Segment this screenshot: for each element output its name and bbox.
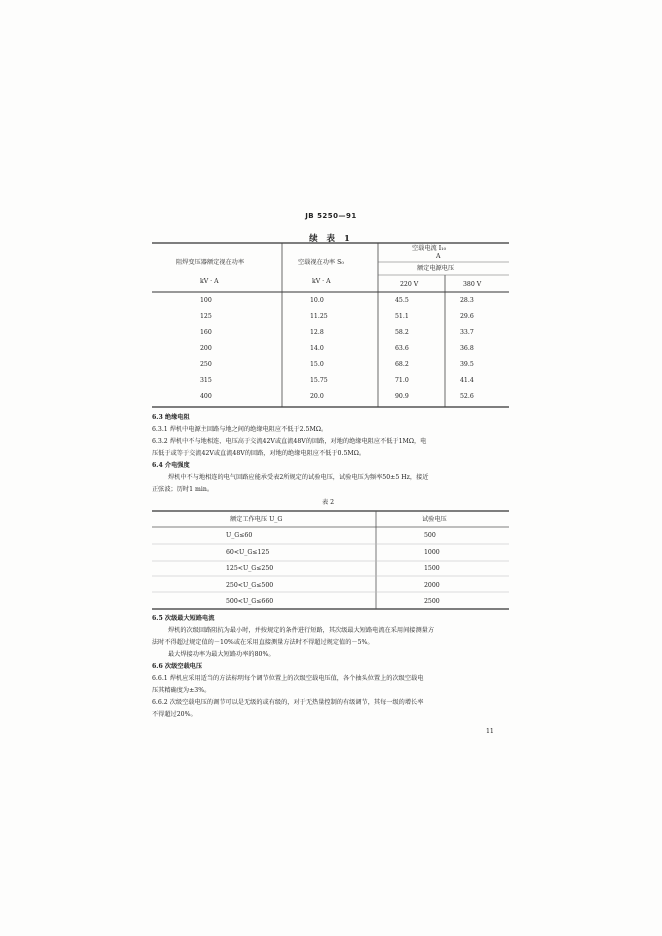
table2-cell-test: 1500 <box>424 565 440 572</box>
table2-cell-voltage: 500<U_G≤660 <box>226 598 274 605</box>
col3-unit: A <box>436 253 441 260</box>
table1-caption: 续 表 1 <box>309 234 353 244</box>
section-6-3: 6.3 绝缘电阻 <box>152 414 190 421</box>
table1-cell-rated-power: 400 <box>200 393 212 400</box>
para-6-5a: 焊机的次级回路阻抗为最小时，并按规定的条件进行短路，其次级最大短路电流在采用间接测量方 <box>168 627 435 634</box>
table1-cell-noload-power: 10.0 <box>310 297 324 304</box>
table1-cell-current-380: 33.7 <box>460 329 474 336</box>
table1-cell-current-380: 39.5 <box>460 361 474 368</box>
table1-cell-current-220: 63.6 <box>395 345 409 352</box>
table2-cell-test: 2500 <box>424 598 440 605</box>
para-6-5c: 最大焊接功率为最大短路功率的80%。 <box>168 651 275 658</box>
table2-cell-voltage: 60<U_G≤125 <box>226 548 270 556</box>
table1-cell-current-220: 71.0 <box>395 377 409 384</box>
col1-unit: kV · A <box>200 278 219 285</box>
table1-cell-noload-power: 15.0 <box>310 361 324 368</box>
table1-cell-current-220: 58.2 <box>395 329 409 336</box>
table2-cell-voltage: U_G≤60 <box>226 532 253 539</box>
col2-head: 空载视在功率 S₀ <box>298 259 344 266</box>
para-6-6-1a: 6.6.1 焊机应采用适当的方法标明每个调节位置上的次级空载电压值，各个抽头位置上的次级空载电 <box>152 675 424 682</box>
para-6-4a: 焊机中不与地相连的电气回路应能承受表2所规定的试验电压，试验电压为频率50±5 Hz，接近 <box>168 474 429 481</box>
table1-cell-rated-power: 200 <box>200 345 212 352</box>
col2-unit: kV · A <box>312 278 331 285</box>
table2-caption: 表 2 <box>322 499 335 506</box>
para-6-3-2b: 压低于或等于交流42V或直流48V的回路，对地的绝缘电阻应不低于0.5MΩ。 <box>152 450 366 457</box>
col3-head: 空载电流 I₁₀ <box>412 245 447 252</box>
table1-cell-current-380: 28.3 <box>460 297 474 304</box>
table1-cell-noload-power: 15.75 <box>310 377 328 384</box>
table1-cell-current-380: 41.4 <box>460 377 474 384</box>
para-6-6-1b: 压其精确度为±3%。 <box>152 687 211 694</box>
table1-cell-rated-power: 125 <box>200 313 212 320</box>
para-6-6-2a: 6.6.2 次级空载电压的调节可以是无级的或有级的，对于无热量控制的有级调节，其每一级的增长率 <box>152 699 424 706</box>
table2-head-test: 试验电压 <box>422 516 447 523</box>
table1-cell-current-380: 36.8 <box>460 345 474 352</box>
table2-cell-voltage: 250<U_G≤500 <box>226 581 274 589</box>
table2-head-voltage: 额定工作电压 U_G <box>230 516 283 523</box>
para-6-6-2b: 不得超过20%。 <box>152 711 197 718</box>
table1-cell-rated-power: 315 <box>200 377 212 384</box>
v220-head: 220 V <box>400 281 419 288</box>
table1-cell-rated-power: 250 <box>200 361 212 368</box>
table1-cell-current-220: 51.1 <box>395 313 409 320</box>
section-6-4: 6.4 介电强度 <box>152 462 190 469</box>
col3-sub: 额定电源电压 <box>417 265 455 272</box>
para-6-3-2a: 6.3.2 焊机中不与地相连、电压高于交流42V或直流48V的回路，对地的绝缘电阻应不低于1MΩ，电 <box>152 438 427 445</box>
table2-cell-test: 1000 <box>424 548 440 556</box>
para-6-3-1: 6.3.1 焊机中电源主回路与地之间的绝缘电阻应不低于2.5MΩ。 <box>152 426 328 433</box>
table1-cell-rated-power: 100 <box>200 297 212 304</box>
table1-cell-current-380: 52.6 <box>460 393 474 400</box>
section-6-5: 6.5 次级最大短路电流 <box>152 615 215 622</box>
table2-cell-test: 500 <box>424 532 436 539</box>
col1-head: 阻焊变压器额定视在功率 <box>176 259 245 266</box>
page-number: 11 <box>486 728 494 735</box>
section-6-6: 6.6 次级空载电压 <box>152 663 203 670</box>
table1-cell-noload-power: 20.0 <box>310 393 324 400</box>
table1-cell-rated-power: 160 <box>200 329 212 336</box>
page-header: JB 5250—91 <box>305 212 357 220</box>
para-6-4b: 正弦波；历时1 min。 <box>152 486 214 493</box>
v380-head: 380 V <box>463 281 482 288</box>
table1-cell-current-220: 68.2 <box>395 361 409 368</box>
table1-cell-current-220: 90.9 <box>395 393 409 400</box>
table1-cell-noload-power: 12.8 <box>310 329 324 336</box>
table2-cell-test: 2000 <box>424 581 440 589</box>
table2-cell-voltage: 125<U_G≤250 <box>226 565 274 572</box>
table1-cell-noload-power: 11.25 <box>310 313 328 320</box>
table1-cell-current-220: 45.5 <box>395 297 409 304</box>
table1-cell-current-380: 29.6 <box>460 313 474 320</box>
para-6-5b: 法时不得超过规定值的－10%或在采用直接测量方法时不得超过规定值的－5%。 <box>152 639 374 646</box>
table1-cell-noload-power: 14.0 <box>310 345 324 352</box>
